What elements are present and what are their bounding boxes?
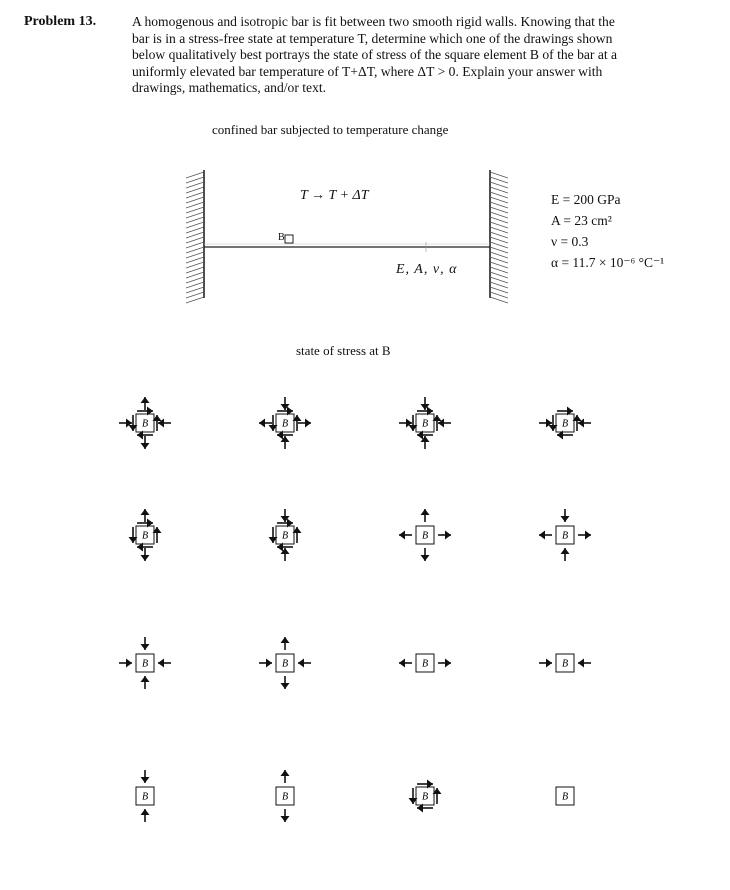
arrowhead: [141, 777, 150, 783]
element-label: B: [278, 232, 285, 243]
arrowhead: [298, 659, 304, 668]
arrowhead: [141, 809, 150, 815]
element-label: B: [141, 658, 149, 670]
wall-hatch: [186, 227, 204, 233]
problem-label: Problem 13.: [24, 14, 97, 29]
statement-line: drawings, mathematics, and/or text.: [132, 80, 327, 96]
wall-hatch: [490, 272, 508, 278]
arrowhead: [141, 509, 150, 515]
wall-hatch: [490, 227, 508, 233]
arrowhead: [305, 419, 311, 428]
wall-hatch: [186, 257, 204, 263]
stress-element: [119, 637, 171, 689]
wall-hatch: [490, 242, 508, 248]
stress-element: [259, 637, 311, 689]
property-e: E = 200 GPa: [551, 192, 621, 207]
wall-hatch: [186, 207, 204, 213]
statement-line: bar is in a stress-free state at temperature T, determine which one of the drawings shown: [132, 30, 613, 46]
wall-hatch: [490, 277, 508, 283]
stress-element: [539, 654, 591, 672]
wall-hatch: [490, 237, 508, 243]
wall-hatch: [186, 272, 204, 278]
left-wall: [186, 170, 204, 303]
wall-hatch: [490, 217, 508, 223]
element-label: B: [281, 530, 289, 542]
arrowhead: [561, 548, 570, 554]
property-nu: ν = 0.3: [551, 234, 589, 249]
wall-hatch: [490, 257, 508, 263]
wall-hatch: [490, 182, 508, 188]
element-label: B: [281, 418, 289, 430]
element-label: B: [561, 418, 569, 430]
properties-list: [551, 189, 664, 273]
arrowhead: [399, 531, 405, 540]
material-label: E, A, ν, α: [396, 262, 458, 277]
arrowhead: [445, 659, 451, 668]
wall-hatch: [186, 267, 204, 273]
arrowhead: [561, 516, 570, 522]
element-label: B: [421, 791, 429, 803]
wall-hatch: [490, 202, 508, 208]
arrowhead: [539, 531, 545, 540]
arrowhead: [399, 659, 405, 668]
element-label: B: [281, 791, 289, 803]
element-label: B: [421, 658, 429, 670]
arrowhead: [546, 659, 552, 668]
stress-element: [119, 397, 171, 449]
wall-hatch: [186, 202, 204, 208]
arrowhead: [141, 555, 150, 561]
stress-element: [556, 787, 574, 805]
wall-hatch: [186, 262, 204, 268]
wall-hatch: [490, 222, 508, 228]
wall-hatch: [186, 192, 204, 198]
wall-hatch: [490, 197, 508, 203]
statement-line: below qualitatively best portrays the state of stress of the square element B of the bar at a: [132, 47, 618, 63]
element-label: B: [561, 530, 569, 542]
stress-element: [539, 509, 591, 561]
wall-hatch: [186, 187, 204, 193]
property-alpha: α = 11.7 × 10⁻⁶ °C⁻¹: [551, 255, 665, 270]
wall-hatch: [186, 287, 204, 293]
wall-hatch: [490, 252, 508, 258]
element-label: B: [141, 791, 149, 803]
stress-element: [399, 397, 451, 449]
wall-hatch: [186, 232, 204, 238]
stress-element: [276, 770, 294, 822]
stress-element: [539, 407, 591, 440]
arrowhead: [266, 659, 272, 668]
stress-options: [119, 397, 591, 822]
wall-hatch: [490, 247, 508, 253]
stress-element: [259, 397, 311, 449]
wall-hatch: [186, 242, 204, 248]
arrowhead: [421, 555, 430, 561]
element-label: B: [561, 658, 569, 670]
arrowhead: [126, 659, 132, 668]
wall-hatch: [490, 267, 508, 273]
wall-hatch: [490, 262, 508, 268]
arrowhead: [281, 816, 290, 822]
element-b-square: [285, 235, 293, 243]
stress-element: [269, 509, 302, 561]
arrowhead: [259, 419, 265, 428]
wall-hatch: [490, 187, 508, 193]
arrowhead: [578, 659, 584, 668]
temperature-label: T → T + ΔT: [300, 188, 369, 203]
arrowhead: [141, 443, 150, 449]
element-label: B: [421, 530, 429, 542]
wall-hatch: [490, 232, 508, 238]
wall-hatch: [490, 172, 508, 178]
element-label: B: [141, 530, 149, 542]
element-label: B: [281, 658, 289, 670]
stress-element: [129, 509, 162, 561]
wall-hatch: [186, 282, 204, 288]
wall-hatch: [490, 212, 508, 218]
arrowhead: [281, 770, 290, 776]
figure-caption: confined bar subjected to temperature change: [212, 122, 449, 137]
arrowhead: [421, 509, 430, 515]
wall-hatch: [186, 182, 204, 188]
statement-line: uniformly elevated bar temperature of T+ΔT, where ΔT > 0. Explain your answer with: [132, 63, 603, 79]
wall-hatch: [186, 177, 204, 183]
arrowhead: [281, 637, 290, 643]
wall-hatch: [186, 292, 204, 298]
wall-hatch: [186, 217, 204, 223]
element-label: B: [141, 418, 149, 430]
wall-hatch: [186, 172, 204, 178]
wall-hatch: [490, 192, 508, 198]
element-label: B: [421, 418, 429, 430]
arrowhead: [158, 659, 164, 668]
wall-hatch: [490, 177, 508, 183]
wall-hatch: [490, 207, 508, 213]
element-label: B: [561, 791, 569, 803]
arrowhead: [141, 676, 150, 682]
wall-hatch: [186, 222, 204, 228]
wall-hatch: [186, 197, 204, 203]
stress-element: [399, 654, 451, 672]
stress-element: [136, 770, 154, 822]
property-a: A = 23 cm²: [551, 213, 612, 228]
wall-hatch: [490, 297, 508, 303]
options-caption: state of stress at B: [296, 343, 391, 358]
wall-hatch: [186, 277, 204, 283]
stress-element: [399, 509, 451, 561]
right-wall: [490, 170, 508, 303]
arrowhead: [281, 683, 290, 689]
arrowhead: [141, 644, 150, 650]
stress-element: [409, 780, 442, 813]
wall-hatch: [186, 212, 204, 218]
wall-hatch: [186, 252, 204, 258]
wall-hatch: [186, 237, 204, 243]
wall-hatch: [490, 287, 508, 293]
wall-hatch: [186, 247, 204, 253]
arrowhead: [445, 531, 451, 540]
statement-line: A homogenous and isotropic bar is fit between two smooth rigid walls. Knowing that the: [132, 14, 615, 29]
wall-hatch: [186, 297, 204, 303]
arrowhead: [585, 531, 591, 540]
arrowhead: [141, 397, 150, 403]
wall-hatch: [490, 292, 508, 298]
wall-hatch: [490, 282, 508, 288]
